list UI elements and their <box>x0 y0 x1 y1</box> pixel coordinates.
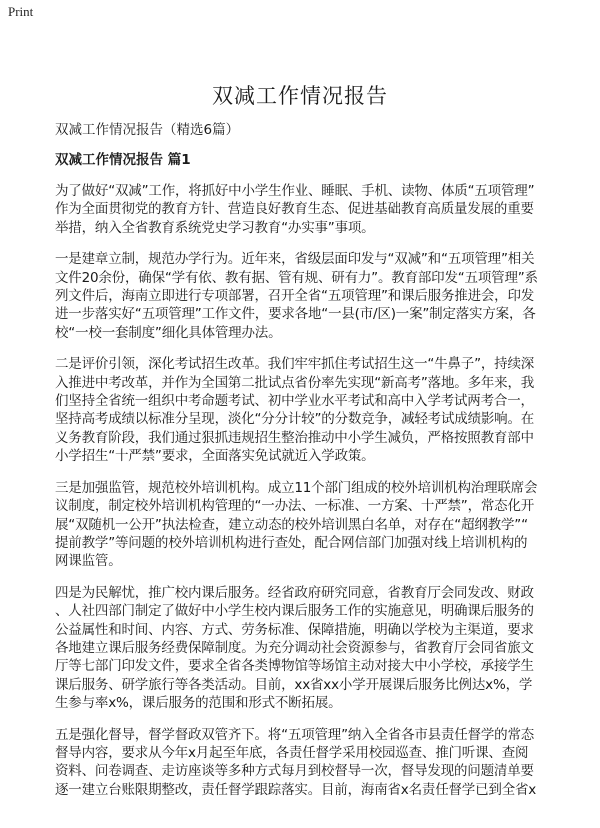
paragraph-line: 各地建立课后服务经费保障制度。为充分调动社会资源参与，省教育厅会同省旅文 <box>55 639 534 656</box>
paragraph-line: 生参与率x%，课后服务的范围和形式不断拓展。 <box>55 695 342 712</box>
paragraph-line: 议制度，制定校外培训机构管理的“一办法、一标准、一方案、十严禁”，常态化开 <box>55 498 535 515</box>
paragraph-line: 们坚持全省统一组织中考命题考试、初中学业水平考试和高中入学考试两考合一， <box>55 393 534 410</box>
paragraph-line: 厅等七部门印发文件，要求全省各类博物馆等场馆主动对接大中小学校，承接学生 <box>55 658 534 675</box>
paragraph-line: 课后服务、研学旅行等各类活动。目前，xx省xx小学开展课后服务比例达x%，学 <box>55 676 533 693</box>
document-body <box>55 121 555 799</box>
paragraphs <box>55 182 555 799</box>
paragraph-line: 举措，纳入全省教育系统党史学习教育“办实事”事项。 <box>55 219 375 236</box>
paragraph-line: 入推进中考改革，并作为全国第二批试点省份率先实现“新高考”落地。多年来，我 <box>55 374 535 391</box>
paragraph <box>55 182 555 237</box>
paragraph-line: 资料、问卷调查、走访座谈等多种方式每月到校督导一次，督导发现的问题清单要 <box>55 763 534 780</box>
paragraph-line: 进一步落实好“五项管理”工作文件，要求各地“一县(市/区)一案”制定落实方案，各 <box>55 306 536 323</box>
paragraph-line: 坚持高考成绩以标准分呈现，淡化“分分计较”的分数竞争，减轻考试成绩影响。在 <box>55 411 535 428</box>
paragraph-line: 二是评价引领，深化考试招生改革。我们牢牢抓住考试招生这一“牛鼻子”，持续深 <box>55 356 535 373</box>
paragraph <box>55 250 555 342</box>
paragraph-line: 展“双随机一公开”执法检查，建立动态的校外培训黑白名单，对存在“超纲教学”“ <box>55 516 528 533</box>
paragraph-line: 校“一校一套制度”细化具体管理办法。 <box>55 324 282 341</box>
paragraph-line: 逐一建立台账限期整改，责任督学跟踪落实。目前，海南省x名责任督学已到全省x <box>55 781 537 798</box>
paragraph-line: 五是强化督导，督学督政双管齐下。将“五项管理”纳入全省各市县责任督学的常态 <box>55 726 535 743</box>
document-subtitle: 双减工作情况报告（精选6篇） <box>55 122 240 138</box>
paragraph <box>55 355 555 465</box>
paragraph-line: 一是建章立制，规范办学行为。近年来，省级层面印发与“双减”和“五项管理”相关 <box>55 251 535 268</box>
paragraph-line: 为了做好“双减”工作，将抓好中小学生作业、睡眠、手机、读物、体质“五项管理” <box>55 183 535 199</box>
paragraph-line: 、人社四部门制定了做好中小学生校内课后服务工作的实施意见，明确课后服务的 <box>55 603 534 620</box>
paragraph-line: 列文件后，海南立即进行专项部署，召开全省“五项管理”和课后服务推进会，印发 <box>55 288 535 305</box>
document-title: 双减工作情况报告 <box>212 84 388 108</box>
paragraph-line: 公益属性和时间、内容、方式、劳务标准、保障措施，明确以学校为主渠道，要求 <box>55 621 534 638</box>
paragraph-line: 四是为民解忧，推广校内课后服务。经省政府研究同意，省教育厅会同发改、财政 <box>55 584 534 601</box>
section-heading: 双减工作情况报告 篇1 <box>55 152 191 168</box>
paragraph-line: 督导内容，要求从今年x月起至年底，各责任督学采用校园巡查、推门听课、查阅 <box>55 744 529 761</box>
paragraph-line: 义务教育阶段，我们通过狠抓违规招生整治推动中小学生减负，严格按照教育部中 <box>55 429 534 446</box>
paragraph <box>55 479 555 571</box>
paragraph-line: 小学招生“十严禁”要求，全面落实免试就近入学政策。 <box>55 448 375 465</box>
paragraph-line: 网课监管。 <box>55 553 122 570</box>
paragraph <box>55 726 555 800</box>
paragraph-line: 作为全面贯彻党的教育方针、营造良好教育生态、促进基础教育高质量发展的重要 <box>55 201 534 218</box>
paragraph-line: 三是加强监管，规范校外培训机构。成立11个部门组成的校外培训机构治理联席会 <box>55 479 538 496</box>
paragraph-line: 文件20余份，确保“学有依、教有据、管有规、研有力”。教育部印发“五项管理”系 <box>55 269 538 286</box>
paragraph-line: 提前教学”等问题的校外培训机构进行查处，配合网信部门加强对线上培训机构的 <box>55 534 528 551</box>
paragraph <box>55 584 555 713</box>
print-link[interactable]: Print <box>8 4 34 19</box>
